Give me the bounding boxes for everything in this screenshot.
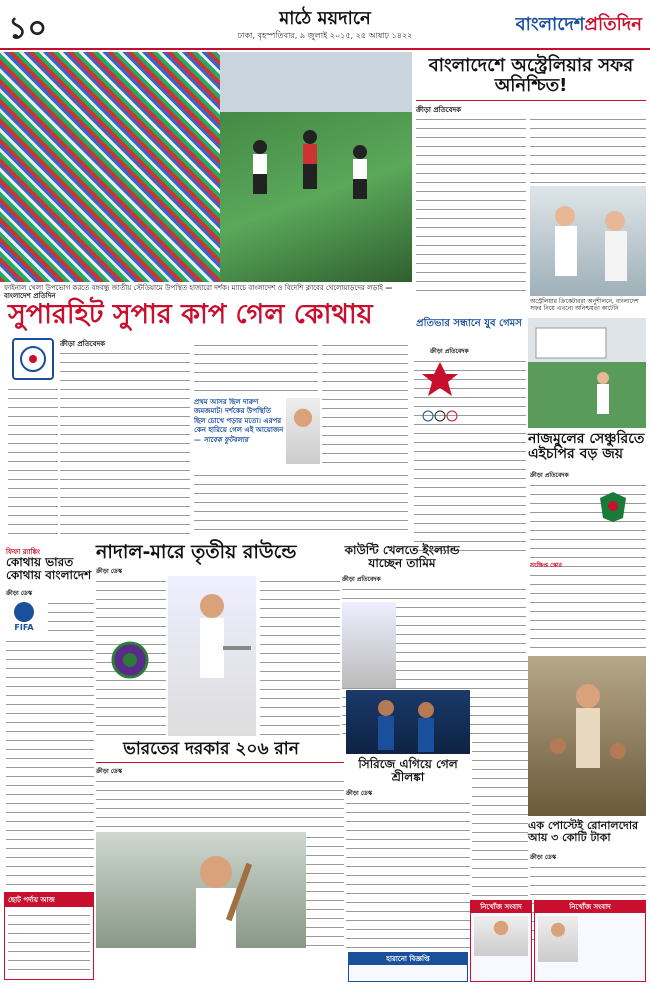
svg-text:FIFA: FIFA: [14, 623, 34, 632]
australia-body-col1: [416, 114, 526, 294]
supercup-body-col4: [322, 340, 408, 468]
fifa-body-2: [6, 636, 94, 888]
india-byline: ক্রীড়া ডেস্ক: [96, 768, 123, 775]
ronaldo-byline: ক্রীড়া ডেস্ক: [530, 854, 557, 861]
australia-byline: ক্রীড়া প্রতিবেদক: [416, 106, 462, 114]
missing-notice-title: নিখোঁজ সংবাদ: [471, 901, 531, 913]
najmul-score-label: সংক্ষিপ্ত স্কোর: [530, 562, 562, 569]
supercup-body-col3: [194, 470, 408, 538]
india-divider: [96, 762, 344, 763]
australia-headline: বাংলাদেশে অস্ট্রেলিয়ার সফর অনিশ্চিত!: [428, 55, 634, 96]
nadal-body-col2: [260, 576, 340, 736]
missing-notice-ad-2: [534, 900, 646, 982]
top-photo-caption: ফাইনাল খেলা উপভোগ করতে বঙ্গবন্ধু জাতীয় স্টেডিয়ামে উপস্থিত হাজারো দর্শক। ম্যাচে বাংলাদেশ ও বিদেশি ক্লাবের খেলোয়াড়দের লড়াই —বাংলাদেশ প্রতিদিন: [4, 284, 393, 301]
brand-part2: প্রতিদিন: [584, 14, 642, 35]
wimbledon-logo: [110, 640, 150, 680]
supercup-quote: প্রথম আসর ছিল দারুণ জমজমাট। দর্শকের উপস্থিতি ছিল চোখে পড়ার মতো। এরপর কেন হারিয়ে গেল এই আয়োজন — সাবেক ফুটবলার: [194, 398, 284, 444]
tamim-headline: কাউন্টি খেলতে ইংল্যান্ড যাচ্ছেন তামিম: [344, 543, 460, 571]
divider: [416, 100, 646, 101]
missing-notice-ad: [470, 900, 532, 982]
lanka-body: [346, 798, 470, 948]
ronaldo-photo: [528, 656, 646, 816]
australia-photo-caption: অস্ট্রেলিয়ার ক্রিকেটাররা অনুশীলনে, বাংলাদেশ সফর নিয়ে এখনো অনিশ্চয়তা কাটেনি: [530, 298, 639, 313]
australia-body-col2: [530, 114, 646, 184]
najmul-byline: ক্রীড়া প্রতিবেদক: [530, 472, 569, 479]
crowd-photo: [0, 52, 220, 282]
missing-person-photo: [474, 916, 528, 956]
tv-brief-title: ছোট পর্দায় আজ: [5, 893, 93, 907]
supercup-body-col1: [60, 348, 190, 538]
india-body-2: [306, 832, 344, 948]
supercup-byline: ক্রীড়া প্রতিবেদক: [60, 340, 106, 348]
quote-attribution: — সাবেক ফুটবলার: [194, 435, 249, 444]
supercup-body-col2: [194, 340, 318, 396]
page-number: ১০: [8, 11, 47, 46]
tamim-byline: ক্রীড়া প্রতিবেদক: [342, 576, 381, 583]
brand-logo: [516, 10, 642, 41]
tamim-photo: [342, 602, 396, 688]
supercup-body-col1b: [8, 384, 58, 538]
supercup-headline: সুপারহিট সুপার কাপ গেল কোথায়: [8, 299, 373, 330]
youth-byline: ক্রীড়া প্রতিবেদক: [430, 348, 469, 355]
youth-logo: [420, 360, 460, 404]
supercup-logo: [12, 338, 54, 380]
lost-notice-title: হারানো বিজ্ঞপ্তি: [349, 953, 467, 965]
india-headline: ভারতের দরকার ২০৬ রান: [123, 739, 299, 759]
nadal-headline: নাদাল-মারে তৃতীয় রাউন্ডে: [96, 541, 297, 563]
missing-notice-title-2: নিখোঁজ সংবাদ: [535, 901, 645, 913]
players-illustration: [220, 52, 412, 282]
nadal-photo: [168, 576, 256, 736]
bcb-logo: [598, 490, 628, 524]
lanka-headline: সিরিজে এগিয়ে গেল শ্রীলঙ্কা: [358, 757, 458, 785]
tv-brief-box: [4, 892, 94, 980]
ronaldo-headline: এক পোস্টেই রোনালদোর আয় ৩ কোটি টাকা: [528, 819, 639, 845]
australia-photo: [530, 186, 646, 296]
nadal-byline: ক্রীড়া ডেস্ক: [96, 568, 123, 575]
fifa-byline: ক্রীড়া ডেস্ক: [6, 590, 33, 597]
najmul-headline: নাজমুলের সেঞ্চুরিতে এইচপির বড় জয়: [528, 431, 645, 463]
lost-notice-ad: [348, 952, 468, 982]
fifa-logo: [6, 598, 42, 632]
masthead: [0, 0, 650, 50]
section-title: মাঠে ময়দানে: [279, 8, 371, 29]
india-photo: [96, 832, 306, 948]
tv-brief-list: [8, 910, 90, 976]
lanka-photo: [346, 690, 470, 754]
fifa-headline: কোথায় ভারত কোথায় বাংলাদেশ: [6, 555, 92, 583]
dateline: ঢাকা, বৃহস্পতিবার, ৯ জুলাই ২০১৫, ২৫ আষাঢ় ১৪২২: [237, 31, 413, 40]
cricket-photo: [528, 318, 646, 428]
fifa-kicker: ফিফা র‍্যাঙ্কিং: [6, 548, 41, 556]
youth-emblem: [420, 406, 460, 426]
supercup-person-photo: [286, 398, 320, 464]
missing-person-photo-2: [538, 916, 578, 962]
football-photo: [220, 52, 412, 282]
lanka-byline: ক্রীড়া ডেস্ক: [346, 790, 373, 797]
india-body: [96, 776, 344, 832]
youth-headline: প্রতিভার সন্ধানে যুব গেমস: [416, 318, 522, 329]
photo-credit: —বাংলাদেশ প্রতিদিন: [4, 284, 393, 301]
brand-part1: বাংলাদেশ: [515, 14, 585, 35]
